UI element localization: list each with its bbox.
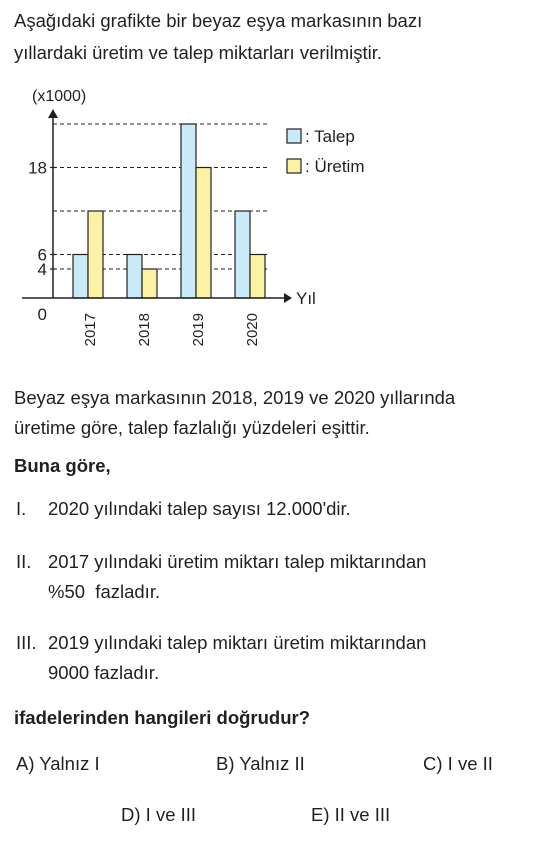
x-axis-label: Yıl bbox=[296, 289, 316, 308]
statement-2-text-cont: %50 fazladır. bbox=[48, 581, 161, 602]
x-tick-label: 2018 bbox=[136, 313, 153, 347]
bar-talep-2020 bbox=[235, 211, 250, 298]
y-tick-label: 6 bbox=[37, 245, 47, 265]
statement-3-text-cont: 9000 fazladır. bbox=[48, 662, 160, 683]
legend-label-talep: : Talep bbox=[305, 127, 355, 146]
question-prompt: ifadelerinden hangileri doğrudur? bbox=[14, 707, 311, 728]
legend bbox=[287, 127, 365, 176]
bar-uretim-2018 bbox=[142, 269, 157, 298]
intro-line-1: Aşağıdaki grafikte bir beyaz eşya markasının bazı bbox=[14, 10, 423, 31]
option-d[interactable]: D) I ve III bbox=[121, 804, 197, 825]
statement-1-text: 2020 yılındaki talep sayısı 12.000'dir. bbox=[48, 498, 351, 519]
option-b[interactable]: B) Yalnız II bbox=[216, 753, 305, 774]
x-axis-arrow bbox=[284, 293, 292, 303]
x-tick-label: 2017 bbox=[82, 313, 99, 347]
x-tick-label: 2019 bbox=[190, 313, 207, 347]
option-e[interactable]: E) II ve III bbox=[311, 804, 391, 825]
bar-chart bbox=[0, 80, 547, 360]
axis-layer bbox=[22, 88, 316, 308]
option-a[interactable]: A) Yalnız I bbox=[16, 753, 100, 774]
bar-uretim-2017 bbox=[88, 211, 103, 298]
ticks-layer bbox=[28, 159, 261, 347]
option-c[interactable]: C) I ve II bbox=[423, 753, 493, 774]
statement-2-number: II. bbox=[16, 551, 32, 572]
bar-talep-2019 bbox=[181, 124, 196, 298]
statement-3-number: III. bbox=[16, 632, 37, 653]
statement-3-text: 2019 yılındaki talep miktarı üretim miktarından bbox=[48, 632, 427, 653]
y-tick-label: 18 bbox=[28, 158, 47, 178]
legend-swatch-uretim bbox=[287, 159, 301, 173]
legend-swatch-talep bbox=[287, 129, 301, 143]
intro-line-2: yıllardaki üretim ve talep miktarları verilmiştir. bbox=[14, 42, 383, 63]
bar-uretim-2020 bbox=[250, 255, 265, 299]
statement-1-number: I. bbox=[16, 498, 27, 519]
x-tick-label: 2020 bbox=[244, 313, 261, 347]
info-line-2: üretime göre, talep fazlalığı yüzdeleri eşittir. bbox=[14, 417, 370, 438]
legend-label-uretim: : Üretim bbox=[305, 157, 365, 176]
bar-talep-2018 bbox=[127, 255, 142, 299]
statement-2-text: 2017 yılındaki üretim miktarı talep miktarından bbox=[48, 551, 427, 572]
y-tick-label: 4 bbox=[37, 260, 47, 279]
y-axis-arrow bbox=[48, 109, 58, 118]
info-line-1: Beyaz eşya markasının 2018, 2019 ve 2020 yıllarında bbox=[14, 387, 456, 408]
lead-text: Buna göre, bbox=[14, 455, 111, 476]
bar-uretim-2019 bbox=[196, 168, 211, 299]
unit-label: (x1000) bbox=[32, 88, 87, 105]
bar-talep-2017 bbox=[73, 255, 88, 299]
y-tick-label: 0 bbox=[37, 305, 47, 324]
